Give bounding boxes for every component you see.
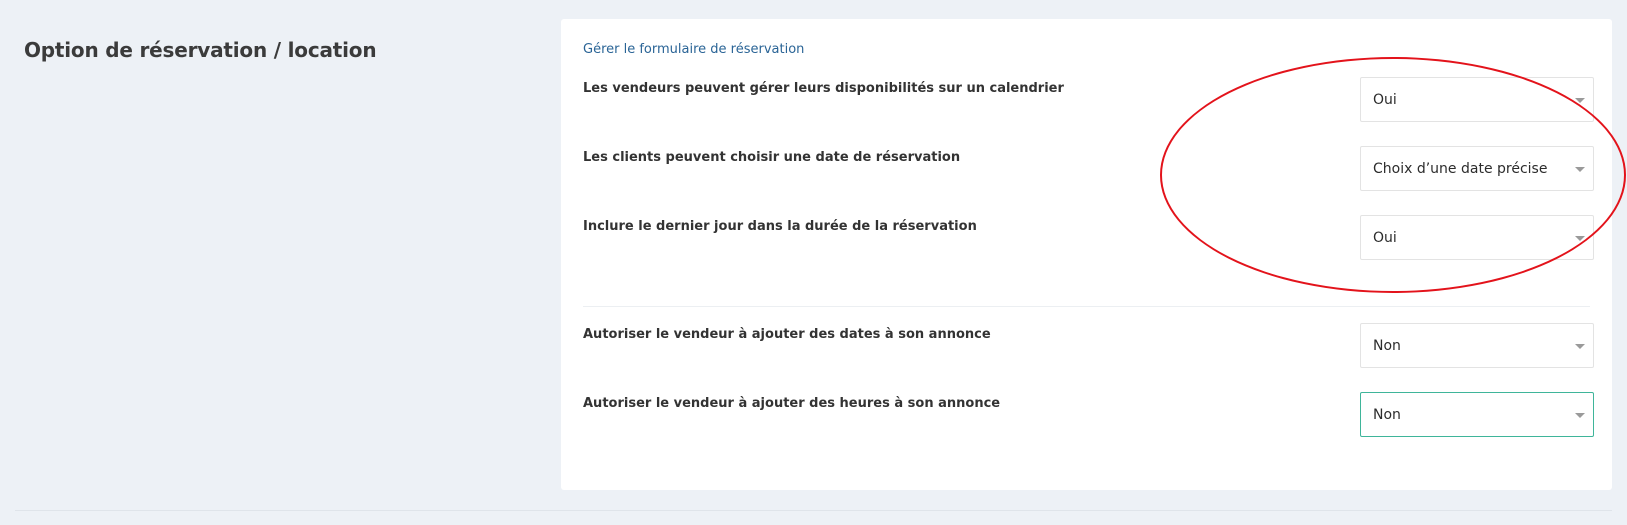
select-value: Oui bbox=[1373, 92, 1397, 108]
select-value: Oui bbox=[1373, 230, 1397, 246]
setting-row-seller-calendar bbox=[583, 77, 1590, 123]
booking-options-card bbox=[561, 19, 1612, 490]
setting-row-seller-add-dates bbox=[583, 323, 1590, 369]
setting-row-include-last-day bbox=[583, 215, 1590, 261]
setting-label: Inclure le dernier jour dans la durée de la réservation bbox=[583, 219, 977, 234]
page-divider bbox=[15, 510, 1612, 511]
seller-calendar-select[interactable] bbox=[1360, 77, 1594, 122]
select-value: Choix d’une date précise bbox=[1373, 161, 1548, 177]
manage-booking-form-link[interactable]: Gérer le formulaire de réservation bbox=[583, 42, 805, 57]
setting-row-client-date-choice bbox=[583, 146, 1590, 192]
seller-add-dates-select[interactable] bbox=[1360, 323, 1594, 368]
include-last-day-select[interactable] bbox=[1360, 215, 1594, 260]
caret-down-icon bbox=[1575, 167, 1585, 172]
caret-down-icon bbox=[1575, 98, 1585, 103]
select-value: Non bbox=[1373, 407, 1401, 423]
caret-down-icon bbox=[1575, 413, 1585, 418]
setting-label: Autoriser le vendeur à ajouter des heures à son annonce bbox=[583, 396, 1001, 411]
section-divider bbox=[583, 306, 1590, 307]
select-value: Non bbox=[1373, 338, 1401, 354]
setting-label: Autoriser le vendeur à ajouter des dates à son annonce bbox=[583, 327, 991, 342]
caret-down-icon bbox=[1575, 236, 1585, 241]
setting-label: Les clients peuvent choisir une date de réservation bbox=[583, 150, 961, 165]
setting-row-seller-add-hours bbox=[583, 392, 1590, 438]
section-title: Option de réservation / location bbox=[24, 38, 377, 62]
caret-down-icon bbox=[1575, 344, 1585, 349]
setting-label: Les vendeurs peuvent gérer leurs disponibilités sur un calendrier bbox=[583, 81, 1064, 96]
client-date-choice-select[interactable] bbox=[1360, 146, 1594, 191]
seller-add-hours-select[interactable] bbox=[1360, 392, 1594, 437]
